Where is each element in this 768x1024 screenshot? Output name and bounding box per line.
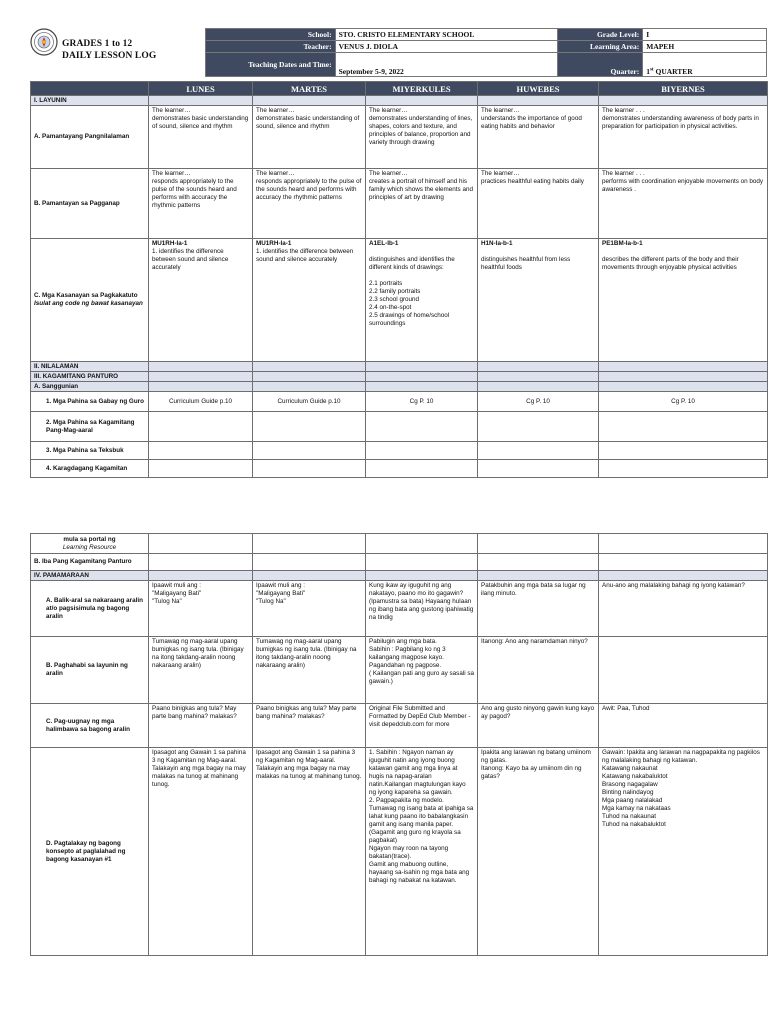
table-cell	[253, 239, 366, 362]
day-header-row	[31, 82, 768, 96]
table-cell: Ipakita ang larawan ng batang umiinom ng gatas. Itanong: Kayo ba ay umiinom din ng gatas?	[478, 748, 599, 956]
row-label-note: Isulat ang code ng bawat kasanayan	[34, 300, 143, 307]
table-cell	[253, 460, 366, 478]
table-cell: Cg P. 10	[599, 392, 768, 412]
grade-label: Grade Level:	[558, 29, 643, 41]
table-cell	[149, 534, 253, 554]
day-header: MARTES	[253, 82, 366, 96]
table-cell	[366, 554, 478, 571]
table-cell: The learner… responds appropriately to the pulse of the sounds heard and performs with accuracy the rhythmic patterns	[149, 169, 253, 239]
table-cell	[253, 554, 366, 571]
table-cell: 1. Sabihin : Ngayon naman ay iguguhit natin ang iyong buong katawan gamit ang mga linya at hugis na napag-aralan natin.Kailangan magtulungan kayo ng iyong kapareha sa gawain. 2. Pagpapakita ng modelo. Tumawag ng isang bata at ipahiga sa lahat kung paano ito babalangkasin gamit ang isang manila paper. (Gagamit ang guro ng krayola sa pagbakat) Ngayon may roon na tayong bakatan(trace). Gamit ang mabuong outline, hayaang sa-isahin ng mga bata ang bahagi ng nabakat na katawan.	[366, 748, 478, 956]
row-label-text: 4. Karagdagang Kagamitan	[46, 464, 128, 472]
table-cell: Curriculum Guide p.10	[149, 392, 253, 412]
table-cell	[149, 412, 253, 442]
table-row	[31, 412, 768, 442]
quarter-suffix: st	[649, 67, 654, 73]
row-label-text: D. Pagtalakay ng bagong konsepto at paglalahad ng bagong kasanayan #1	[46, 839, 126, 863]
table-cell	[366, 442, 478, 460]
table-cell	[478, 239, 599, 362]
table-cell	[149, 442, 253, 460]
section-sanggunian: A. Sanggunian	[31, 382, 149, 392]
table-cell: Cg P. 10	[366, 392, 478, 412]
table-cell: Awit: Paa, Tuhod	[599, 704, 768, 748]
table-cell	[478, 554, 599, 571]
table-cell: The learner… demonstrates basic understanding of sound, silence and rhythm	[253, 106, 366, 169]
table-row	[31, 442, 768, 460]
table-cell: Ipaawit muli ang : "Maligayang Bati" "Tulog Na"	[253, 581, 366, 637]
section-layunin: I. LAYUNIN	[31, 96, 149, 106]
table-cell	[366, 239, 478, 362]
row-label	[31, 392, 149, 412]
section-pamamaraan: IV. PAMAMARAAN	[31, 571, 149, 581]
table-row	[31, 106, 768, 169]
row-label-text: 2. Mga Pahina sa Kagamitang Pang-Mag-aaral	[46, 418, 135, 434]
table-cell: The learner . . . demonstrates understanding awareness of body parts in preparation for participation in physical activities.	[599, 106, 768, 169]
dll-title	[62, 38, 156, 62]
row-label	[31, 460, 149, 478]
grade-value: I	[643, 29, 767, 41]
table-cell: Tumawag ng mag-aaral upang bumigkas ng isang tula. (Ibinigay na itong takdang-aralin noong nakaraang aralin)	[149, 637, 253, 704]
day-header: LUNES	[149, 82, 253, 96]
row-label: B. Iba Pang Kagamitang Panturo	[31, 554, 149, 571]
table-cell: Anu-ano ang malalaking bahagi ng iyong katawan?	[599, 581, 768, 637]
table-cell: Curriculum Guide p.10	[253, 392, 366, 412]
table-cell	[366, 412, 478, 442]
row-label-text: B. Paghahabi sa layunin ng aralin	[46, 662, 128, 677]
row-label-text: mula sa portal ng	[63, 535, 116, 543]
table-row	[31, 392, 768, 412]
table-cell	[599, 534, 768, 554]
table-cell	[478, 442, 599, 460]
day-header: MIYERKULES	[366, 82, 478, 96]
row-label-note: Learning Resource	[62, 543, 117, 551]
area-value: MAPEH	[643, 41, 767, 53]
table-cell	[478, 534, 599, 554]
table-row	[31, 581, 768, 637]
table-cell	[599, 442, 768, 460]
quarter-value	[643, 53, 767, 77]
table-cell: Itanong: Ano ang naramdaman ninyo?	[478, 637, 599, 704]
table-cell: The learner… creates a portrait of himself and his family which shows the elements and principles of art by drawing	[366, 169, 478, 239]
table-cell: Ipasagot ang Gawain 1 sa pahina 3 ng Kagamitan ng Mag-aaral. Talakayin ang mga bagay na may malakas na tunog at mahinang tunog.	[149, 748, 253, 956]
dates-label: Teaching Dates and Time:	[206, 53, 336, 77]
row-label-text: 1. Mga Pahina sa Gabay ng Guro	[46, 397, 144, 405]
table-row	[31, 637, 768, 704]
row-label	[31, 239, 149, 362]
table-row	[31, 554, 768, 571]
table-cell: The learner… demonstrates understanding of lines, shapes, colors and texture, and principles of balance, proportion and variety through drawing	[366, 106, 478, 169]
table-cell	[149, 460, 253, 478]
row-label: A. Pamantayang Pangnilalaman	[31, 106, 149, 169]
table-cell: Tumawag ng mag-aaral upang bumigkas ng isang tula. (Ibinigay na itong takdang-aralin noong nakaraang aralin)	[253, 637, 366, 704]
section-kagamitan: III. KAGAMITANG PANTURO	[31, 372, 149, 382]
table-cell	[149, 554, 253, 571]
table-cell: The learner… demonstrates basic understanding of sound, silence and rhythm	[149, 106, 253, 169]
table-cell	[253, 442, 366, 460]
table-cell: Ipaawit muli ang : "Maligayang Bati" "Tulog Na"	[149, 581, 253, 637]
table-cell	[599, 460, 768, 478]
corner-header	[31, 82, 149, 96]
table-cell	[599, 239, 768, 362]
day-header: BIYERNES	[599, 82, 768, 96]
title-line-2: DAILY LESSON LOG	[62, 51, 157, 61]
table-cell	[366, 460, 478, 478]
dll-table-page-2	[30, 533, 768, 956]
row-label	[31, 534, 149, 554]
school-label: School:	[206, 29, 336, 41]
teacher-value: VENUS J. DIOLA	[335, 41, 558, 53]
table-row	[31, 748, 768, 956]
row-label	[31, 637, 149, 704]
table-cell	[599, 554, 768, 571]
table-row	[31, 704, 768, 748]
table-cell	[599, 412, 768, 442]
table-cell: Ano ang gusto ninyong gawin kung kayo ay pagod?	[478, 704, 599, 748]
table-cell: The learner… understands the importance of good eating habits and behavior	[478, 106, 599, 169]
table-cell: Paano binigkas ang tula? May parte bang mahina? malakas?	[149, 704, 253, 748]
teacher-label: Teacher:	[206, 41, 336, 53]
table-cell: The learner . . . performs with coordination enjoyable movements on body awareness .	[599, 169, 768, 239]
table-cell	[478, 460, 599, 478]
row-label-text: 3. Mga Pahina sa Teksbuk	[46, 446, 124, 454]
table-row	[31, 239, 768, 362]
header-info-table	[205, 28, 767, 77]
table-cell: Patakbuhin ang mga bata sa lugar ng ilang minuto.	[478, 581, 599, 637]
quarter-text: QUARTER	[653, 67, 693, 76]
table-cell	[253, 534, 366, 554]
cell-text: 1. identifies the difference between sound and silence accurately	[256, 248, 354, 263]
table-cell	[599, 637, 768, 704]
table-cell	[253, 412, 366, 442]
school-value: STO. CRISTO ELEMENTARY SCHOOL	[335, 29, 558, 41]
dll-table-page-1	[30, 81, 768, 478]
row-label	[31, 581, 149, 637]
table-cell: Pabilugin ang mga bata. Sabihin : Pagbilang ko ng 3 kailangang magpose kayo. Pagandahan ng pagpose. ( Kailangan pati ang guro ay sasali sa gawain.)	[366, 637, 478, 704]
table-cell	[478, 412, 599, 442]
table-row	[31, 169, 768, 239]
table-row	[31, 460, 768, 478]
table-row	[31, 534, 768, 554]
skill-code: PE1BM-Ia-b-1	[602, 240, 643, 247]
table-cell: Ipasagot ang Gawain 1 sa pahina 3 ng Kagamitan ng Mag-aaral. Talakayin ang mga bagay na may malakas na tunog at mahinang tunog.	[253, 748, 366, 956]
row-label	[31, 442, 149, 460]
row-label	[31, 748, 149, 956]
table-cell	[366, 534, 478, 554]
table-cell: Gawain: Ipakita ang larawan na nagpapakita ng pagkilos ng malalaking bahagi ng katawan. Katawang nakaunat Katawang nakabaluktot Brasong nagagalaw Binting nalindayog Mga paang nalalakad Mga kamay na nakataas Tuhod na nakaunat Tuhod na nakabaluktot	[599, 748, 768, 956]
row-label: B. Pamantayan sa Pagganap	[31, 169, 149, 239]
cell-text: distinguishes and identifies the different kinds of drawings: 2.1 portraits 2.2 family portraits 2.3 school ground 2.4 on-the-spot 2.5 drawings of home/school surroundings	[369, 256, 455, 327]
row-label-text: A. Balik-aral sa nakaraang aralin at/o pagsisimula ng bagong aralin	[46, 596, 143, 620]
deped-seal-icon	[30, 28, 58, 56]
quarter-number: 1	[646, 67, 650, 76]
skill-code: A1EL-Ib-1	[369, 240, 399, 247]
table-cell: Original File Submitted and Formatted by DepEd Club Member - visit depedclub.com for more	[366, 704, 478, 748]
skill-code: H1N-Ia-b-1	[481, 240, 513, 247]
row-label	[31, 704, 149, 748]
table-cell	[149, 239, 253, 362]
title-line-1: GRADES 1 to 12	[62, 39, 133, 49]
cell-text: describes the different parts of the body and their movements through enjoyable physical activities	[602, 256, 739, 271]
section-nilalaman: II. NILALAMAN	[31, 362, 149, 372]
table-cell: Cg P. 10	[478, 392, 599, 412]
cell-text: 1. identifies the difference between sound and silence accurately	[152, 248, 229, 271]
dll-header	[30, 28, 767, 76]
table-cell: Paano binigkas ang tula? May parte bang mahina? malakas?	[253, 704, 366, 748]
dates-value: September 5-9, 2022	[335, 53, 558, 77]
row-label	[31, 412, 149, 442]
quarter-label: Quarter:	[558, 53, 643, 77]
table-cell: The learner… responds appropriately to the pulse of the sounds heard and performs with accuracy the rhythmic patterns	[253, 169, 366, 239]
row-label-main: C. Mga Kasanayan sa Pagkakatuto	[34, 292, 138, 299]
table-cell: The learner… practices healthful eating habits daily	[478, 169, 599, 239]
row-label-text: C. Pag-uugnay ng mga halimbawa sa bagong aralin	[46, 717, 130, 733]
skill-code: MU1RH-Ia-1	[152, 240, 188, 247]
day-header: HUWEBES	[478, 82, 599, 96]
skill-code: MU1RH-Ia-1	[256, 240, 292, 247]
cell-text: distinguishes healthful from less healthful foods	[481, 256, 571, 271]
table-cell: Kung ikaw ay iguguhit ng ang nakatayo, paano mo ito gagawin? (Ipamustra sa bata) Hayaang hulaan ng ibang bata ang gustong ipahiwatig na tindig	[366, 581, 478, 637]
area-label: Learning Area:	[558, 41, 643, 53]
